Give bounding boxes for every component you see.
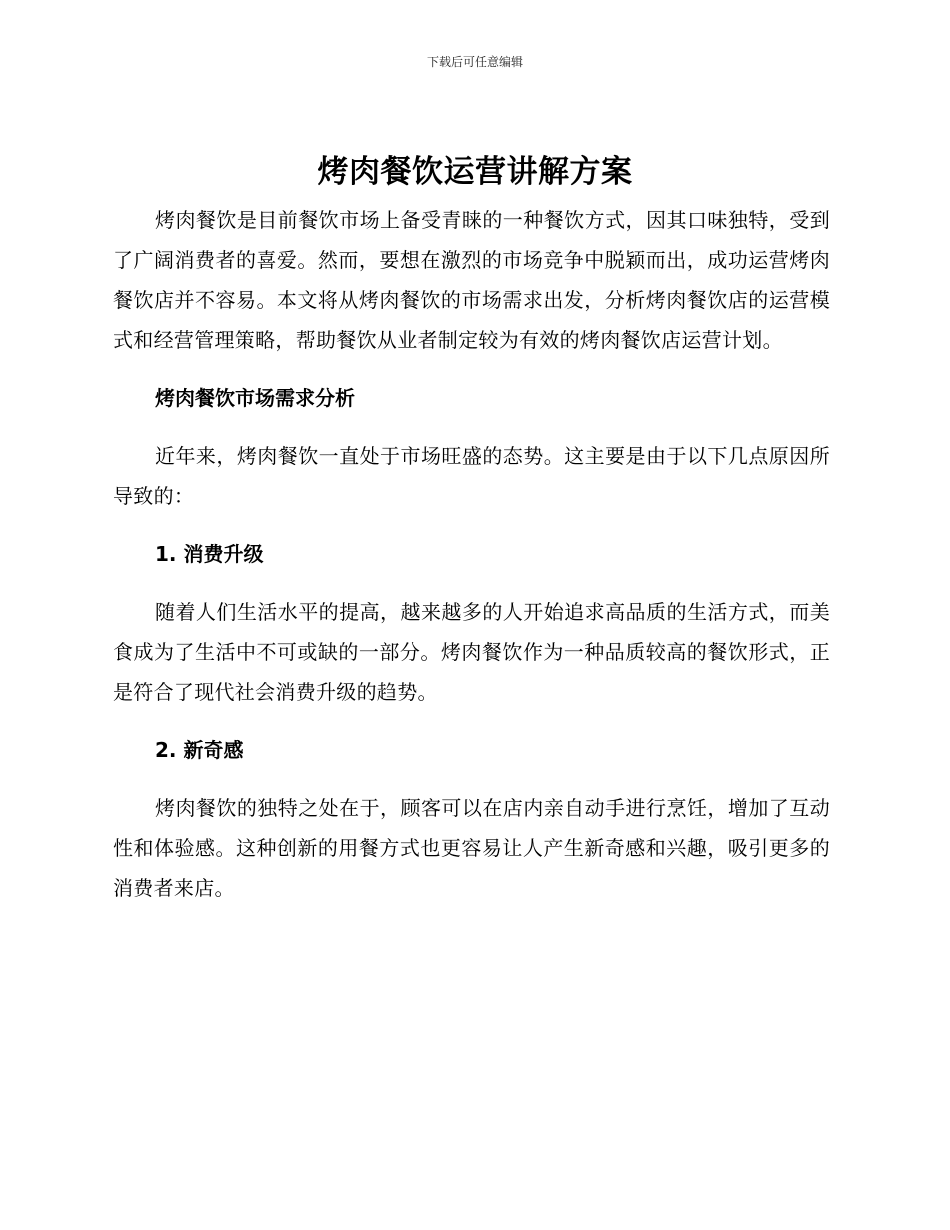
page-header-note: 下载后可任意编辑 (426, 55, 523, 69)
novelty-paragraph: 烤肉餐饮的独特之处在于，顾客可以在店内亲自动手进行烹饪，增加了互动性和体验感。这种创新的用餐方式也更容易让人产生新奇感和兴趣，吸引更多的消费者来店。 (113, 796, 830, 900)
market-demand-paragraph: 近年来，烤肉餐饮一直处于市场旺盛的态势。这主要是由于以下几点原因所导致的： (113, 444, 830, 508)
document-title: 烤肉餐饮运营讲解方案 (317, 154, 633, 190)
intro-paragraph: 烤肉餐饮是目前餐饮市场上备受青睐的一种餐饮方式，因其口味独特，受到了广阔消费者的喜爱。然而，要想在激烈的市场竞争中脱颖而出，成功运营烤肉餐饮店并不容易。本文将从烤肉餐饮的市场需求出发，分析烤肉餐饮店的运营模式和经营管理策略，帮助餐饮从业者制定较为有效的烤肉餐饮店运营计划。 (113, 208, 830, 352)
document-body (113, 200, 830, 908)
consumption-upgrade-paragraph: 随着人们生活水平的提高，越来越多的人开始追求高品质的生活方式，而美食成为了生活中不可或缺的一部分。烤肉餐饮作为一种品质较高的餐饮形式，正是符合了现代社会消费升级的趋势。 (113, 600, 830, 704)
section-heading-market-demand: 烤肉餐饮市场需求分析 (155, 386, 355, 410)
point-heading-novelty: 2. 新奇感 (155, 738, 244, 762)
point-heading-consumption-upgrade: 1. 消费升级 (155, 542, 264, 566)
